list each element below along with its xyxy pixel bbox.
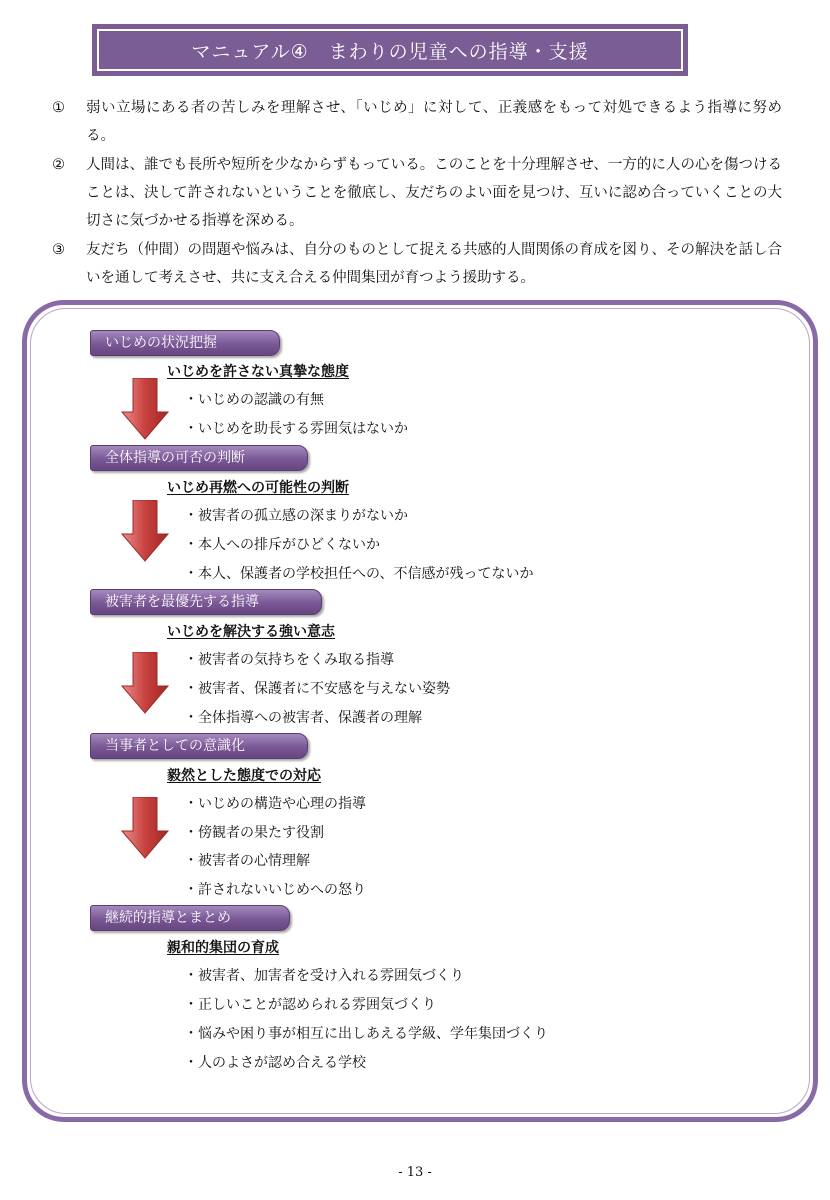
intro-number: ②	[52, 157, 65, 173]
title-banner	[92, 24, 688, 76]
stage-bullet: ・本人への排斥がひどくないか	[184, 537, 380, 553]
stage-label-awareness: 当事者としての意識化	[90, 733, 308, 759]
stage-bullet: ・被害者の心情理解	[184, 853, 310, 869]
stage-bullet: ・許されないいじめへの怒り	[184, 882, 366, 898]
stage-bullet: ・人のよさが認め合える学校	[184, 1055, 366, 1071]
down-arrow-icon	[121, 652, 169, 714]
down-arrow-icon	[121, 500, 169, 562]
stage-bullet: ・いじめの認識の有無	[184, 392, 324, 408]
intro-list	[52, 94, 782, 293]
down-arrow-icon	[121, 378, 169, 440]
stage-bullet: ・被害者の気持ちをくみ取る指導	[184, 652, 394, 668]
stage-bullet: ・いじめを助長する雰囲気はないか	[184, 421, 408, 437]
intro-item	[52, 94, 782, 150]
stage-label-judgment: 全体指導の可否の判断	[90, 445, 308, 471]
stage-heading: いじめ再燃への可能性の判断	[167, 480, 349, 496]
stage-heading: 親和的集団の育成	[167, 940, 279, 956]
page-title: マニュアル④ まわりの児童への指導・支援	[97, 29, 683, 71]
stage-bullet: ・正しいことが認められる雰囲気づくり	[184, 997, 436, 1013]
page-number: - 13 -	[398, 1165, 432, 1180]
intro-item	[52, 151, 782, 235]
stage-bullet: ・いじめの構造や心理の指導	[184, 796, 366, 812]
stage-bullet: ・被害者、加害者を受け入れる雰囲気づくり	[184, 968, 464, 984]
stage-bullet: ・傍観者の果たす役割	[184, 825, 324, 841]
stage-bullet: ・被害者の孤立感の深まりがないか	[184, 508, 408, 524]
intro-number: ③	[52, 242, 65, 258]
intro-text: 弱い立場にある者の苦しみを理解させ、「いじめ」に対して、正義感をもって対処できるよう指導に努める。	[86, 100, 782, 144]
stage-label-continuation: 継続的指導とまとめ	[90, 905, 290, 931]
stage-bullet: ・被害者、保護者に不安感を与えない姿勢	[184, 681, 450, 697]
down-arrow-icon	[121, 797, 169, 859]
intro-text: 友だち（仲間）の問題や悩みは、自分のものとして捉える共感的人間関係の育成を図り、その解決を話し合いを通して考えさせ、共に支え合える仲間集団が育つよう援助する。	[86, 242, 782, 286]
stage-label-situation: いじめの状況把握	[90, 330, 280, 356]
stage-heading: いじめを解決する強い意志	[167, 624, 335, 640]
intro-text: 人間は、誰でも長所や短所を少なからずもっている。このことを十分理解させ、一方的に人の心を傷つけることは、決して許されないということを徹底し、友だちのよい面を見つけ、互いに認め合っていくことの大切さに気づかせる指導を深める。	[86, 157, 782, 229]
stage-bullet: ・悩みや困り事が相互に出しあえる学級、学年集団づくり	[184, 1026, 548, 1042]
stage-heading: 毅然とした態度での対応	[167, 768, 321, 784]
stage-heading: いじめを許さない真摯な態度	[167, 364, 349, 380]
stage-bullet: ・本人、保護者の学校担任への、不信感が残ってないか	[184, 566, 534, 582]
stage-bullet: ・全体指導への被害者、保護者の理解	[184, 710, 422, 726]
intro-number: ①	[52, 100, 65, 116]
stage-label-victim-first: 被害者を最優先する指導	[90, 589, 322, 615]
intro-item	[52, 236, 782, 292]
